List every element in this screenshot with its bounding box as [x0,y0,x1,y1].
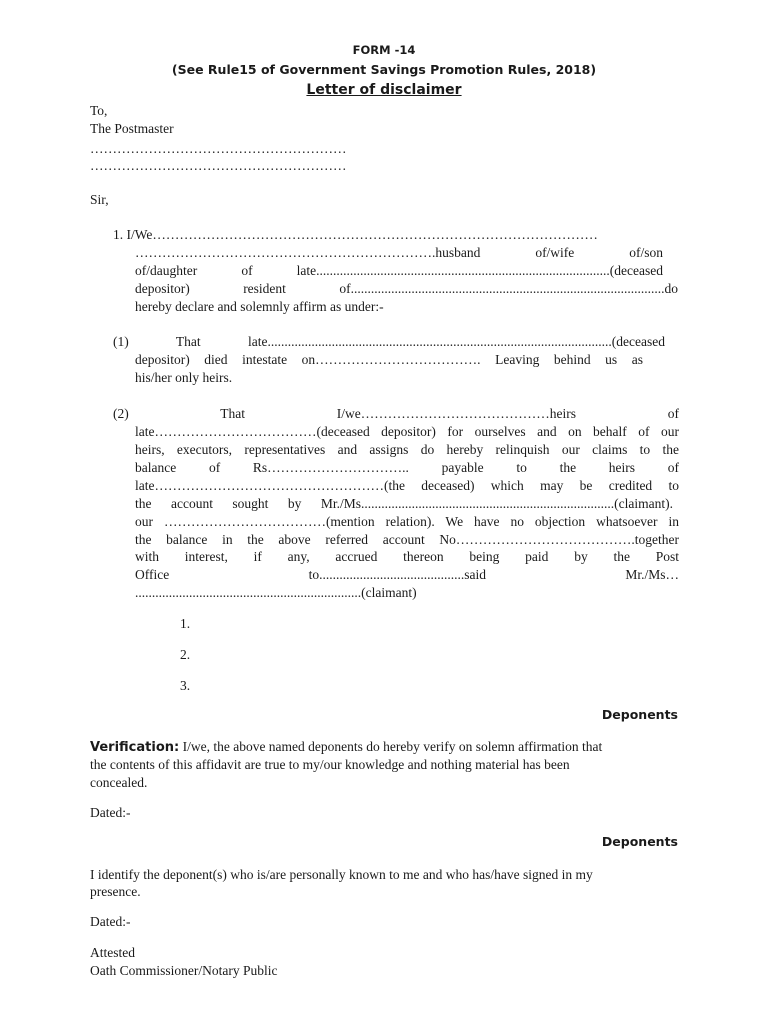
para-1-line-3: his/her only heirs. [135,370,233,385]
dated-field: Dated:- [90,914,131,929]
para-2-line-10: Office to...........................................said Mr./Ms… [135,567,679,582]
para-2-line-6: the account sought by Mr./Ms...........................................................................(claimant). [135,496,673,511]
para-2-line-3: heirs, executors, representatives and assigns do hereby relinquish our claims to the [135,442,679,457]
attested-label: Attested [90,945,135,960]
clause-1-line-2: ………………………………………………………….husband of/wife of/son [135,245,663,260]
identify-line-1: I identify the deponent(s) who is/are personally known to me and who has/have signed in my [90,867,593,882]
clause-1-line-4: depositor) resident of.............................................................................................do [135,281,678,296]
para-1-line-2: depositor) died intestate on………………………………. Leaving behind us as [135,352,643,367]
list-item: 1. [180,616,191,631]
para-2-line-8: the balance in the above referred account No………………………………….together [135,532,679,547]
para-2-line-4: balance of Rs………………………….. payable to the heirs of [135,460,679,475]
deponents-label: Deponents [601,834,678,849]
verification-line-1 [90,738,602,757]
verification-line-3: concealed. [90,775,148,790]
address-recipient: The Postmaster [90,121,174,136]
rule-reference: (See Rule15 of Government Savings Promotion Rules, 2018) [171,62,597,77]
para-2-line-7: our ………………………………(mention relation). We have no objection whatsoever in [135,514,679,529]
list-item: 3. [180,678,191,693]
deponents-label: Deponents [601,707,678,722]
clause-1-line-3: of/daughter of late.......................................................................................(deceased [135,263,663,278]
para-2-line-1: (2) That I/we……………………………………heirs of [113,406,679,421]
para-2-line-2: late………………………………(deceased depositor) for ourselves and on behalf of our [135,424,679,439]
address-line-1: ………………………………………………… [90,141,347,156]
verification-label: Verification: [90,740,180,755]
address-to: To, [90,103,108,118]
form-number: FORM -14 [352,43,416,57]
salutation: Sir, [90,192,109,207]
para-2-line-11: ...................................................................(claimant) [135,585,417,600]
oath-commissioner-label: Oath Commissioner/Notary Public [90,963,278,978]
para-2-line-9: with interest, if any, accrued thereon being paid by the Post [135,549,679,564]
address-line-2: ………………………………………………… [90,158,347,173]
verification-text: I/we, the above named deponents do hereby verify on solemn affirmation that [182,739,603,754]
identify-line-2: presence. [90,884,141,899]
clause-1-line-5: hereby declare and solemnly affirm as under:- [135,299,384,314]
clause-1-line-1: 1. I/We……………………………………………………………………………………… [113,227,598,242]
para-1-line-1: (1) That late......................................................................................................(deceased [113,334,665,349]
dated-field: Dated:- [90,805,131,820]
page-title: Letter of disclaimer [306,82,462,98]
verification-line-2: the contents of this affidavit are true to my/our knowledge and nothing material has been [90,757,570,772]
para-2-line-5: late……………………………………………(the deceased) which may be credited to [135,478,679,493]
list-item: 2. [180,647,191,662]
